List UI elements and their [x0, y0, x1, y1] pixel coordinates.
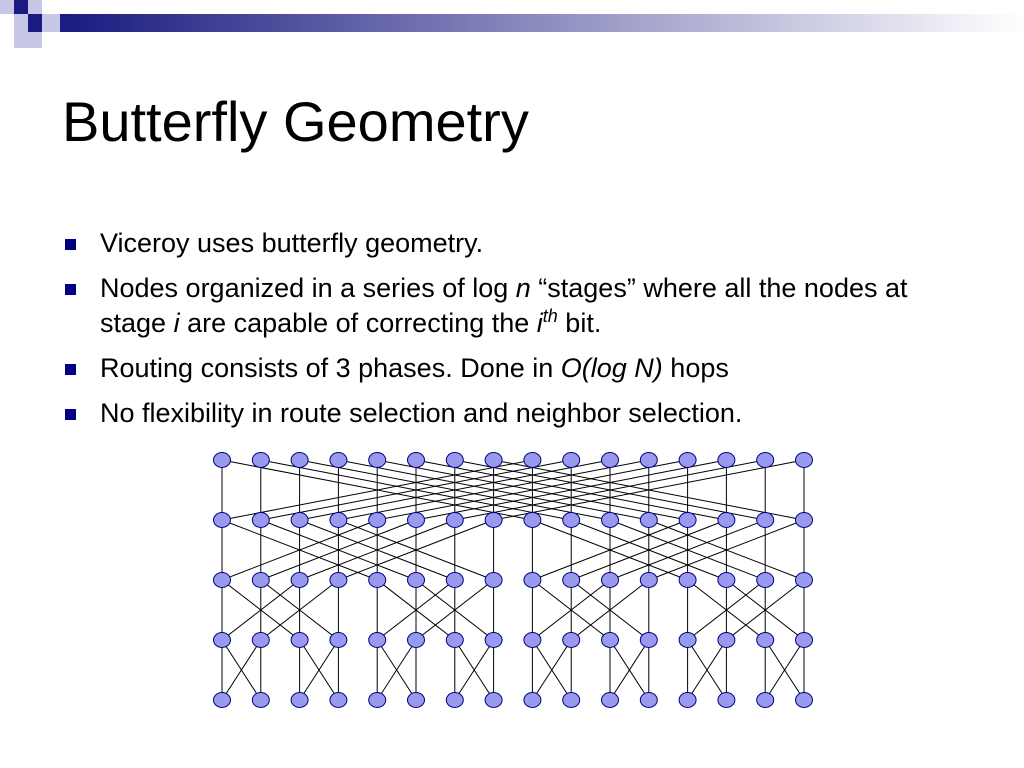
network-node — [252, 573, 269, 588]
slide-title: Butterfly Geometry — [62, 90, 529, 153]
network-node — [330, 633, 347, 648]
network-node — [757, 633, 774, 648]
network-node — [757, 513, 774, 528]
network-node — [408, 633, 425, 648]
network-node — [330, 453, 347, 468]
bullet-text-segment: i — [173, 308, 180, 338]
network-node — [446, 513, 463, 528]
network-node — [485, 453, 502, 468]
network-node — [796, 633, 813, 648]
network-node — [602, 633, 619, 648]
network-node — [214, 633, 231, 648]
bullet-text-segment: “stages” where all the nodes at stage — [100, 273, 908, 338]
network-node — [252, 693, 269, 708]
bullet-text-segment: Viceroy uses butterfly geometry. — [100, 228, 484, 258]
edge-layer — [222, 460, 804, 700]
network-node — [640, 513, 657, 528]
network-node — [252, 633, 269, 648]
network-node — [796, 573, 813, 588]
network-node — [602, 513, 619, 528]
network-node — [563, 573, 580, 588]
network-node — [796, 453, 813, 468]
network-node — [408, 693, 425, 708]
network-node — [679, 693, 696, 708]
network-node — [369, 453, 386, 468]
network-node — [602, 573, 619, 588]
network-node — [485, 573, 502, 588]
bullet-text-segment: n — [515, 273, 531, 303]
network-node — [252, 453, 269, 468]
network-node — [408, 573, 425, 588]
bullet-text-segment: Nodes organized in a series of log — [100, 273, 516, 303]
network-node — [757, 693, 774, 708]
network-node — [563, 633, 580, 648]
network-node — [640, 693, 657, 708]
network-node — [369, 513, 386, 528]
network-node — [446, 693, 463, 708]
bullet-text-segment: th — [542, 306, 558, 326]
network-node — [679, 453, 696, 468]
network-node — [640, 453, 657, 468]
network-node — [330, 573, 347, 588]
network-node — [291, 573, 308, 588]
network-node — [485, 693, 502, 708]
network-node — [524, 693, 541, 708]
network-node — [602, 453, 619, 468]
bullet-text-segment: O(log N) — [560, 353, 663, 383]
network-node — [330, 513, 347, 528]
network-node — [291, 693, 308, 708]
network-node — [524, 573, 541, 588]
bullet-text-segment: bit. — [557, 308, 602, 338]
network-node — [446, 633, 463, 648]
network-node — [214, 513, 231, 528]
network-node — [214, 453, 231, 468]
network-node — [214, 573, 231, 588]
network-node — [757, 453, 774, 468]
network-node — [369, 573, 386, 588]
bullet-text-segment: i — [536, 308, 543, 338]
network-node — [563, 513, 580, 528]
network-node — [252, 513, 269, 528]
network-node — [640, 573, 657, 588]
network-node — [485, 633, 502, 648]
network-node — [446, 573, 463, 588]
network-node — [485, 513, 502, 528]
network-node — [718, 573, 735, 588]
network-node — [563, 453, 580, 468]
network-node — [718, 453, 735, 468]
network-node — [408, 513, 425, 528]
network-node — [796, 693, 813, 708]
network-node — [524, 513, 541, 528]
network-node — [718, 633, 735, 648]
network-node — [369, 693, 386, 708]
network-node — [291, 513, 308, 528]
network-node — [679, 633, 696, 648]
network-node — [757, 573, 774, 588]
network-node — [796, 513, 813, 528]
network-node — [330, 693, 347, 708]
network-node — [563, 693, 580, 708]
network-node — [524, 633, 541, 648]
network-node — [291, 633, 308, 648]
network-node — [214, 693, 231, 708]
network-node — [446, 453, 463, 468]
bullet-text-segment: Routing consists of 3 phases. Done in — [100, 353, 561, 383]
network-node — [679, 513, 696, 528]
node-layer — [214, 453, 813, 708]
network-node — [602, 693, 619, 708]
bullet-text-segment: hops — [662, 353, 729, 383]
network-node — [524, 453, 541, 468]
network-node — [718, 693, 735, 708]
network-node — [718, 513, 735, 528]
bullet-text-segment: are capable of correcting the — [179, 308, 537, 338]
bullet-text-segment: No flexibility in route selection and neighbor selection. — [100, 398, 743, 428]
network-node — [369, 633, 386, 648]
network-node — [408, 453, 425, 468]
network-node — [679, 573, 696, 588]
network-node — [640, 633, 657, 648]
network-node — [291, 453, 308, 468]
